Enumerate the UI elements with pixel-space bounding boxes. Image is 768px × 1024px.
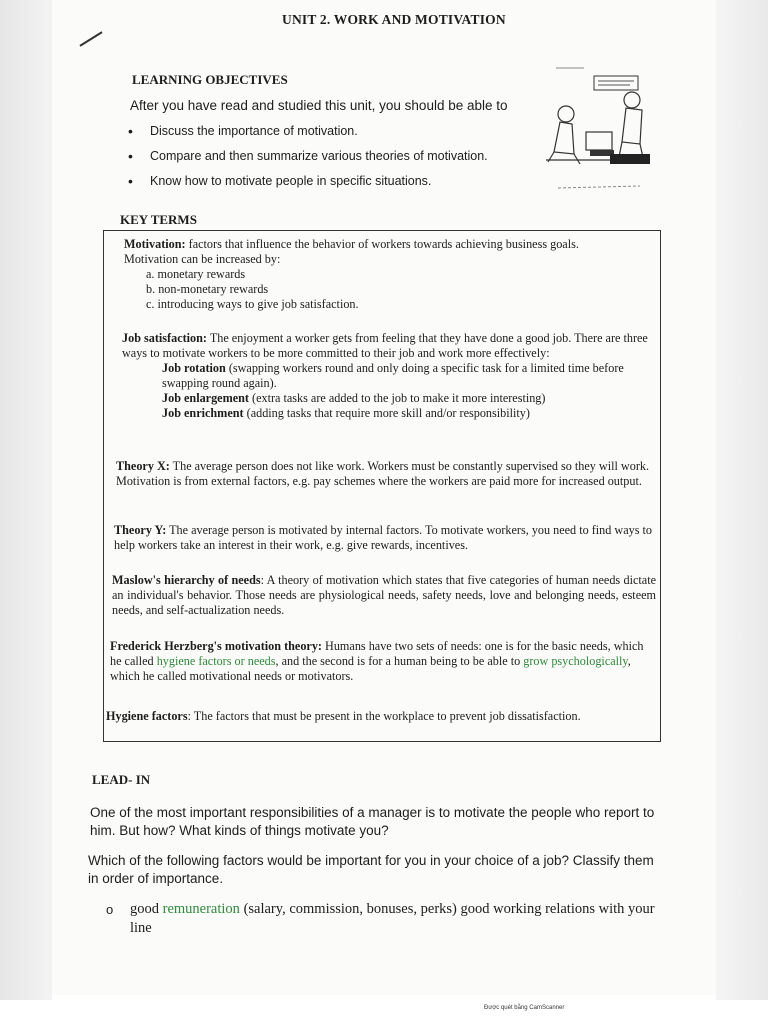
lead-in-paragraph-2: Which of the following factors would be important for you in your choice of a job? Classify them in order of importance. xyxy=(88,853,654,886)
scan-background-right xyxy=(716,0,768,1000)
term-definition: : The factors that must be present in the workplace to prevent job dissatisfaction. xyxy=(187,709,581,723)
motivation-line1 xyxy=(124,237,654,252)
term-definition: , and the second is for a human being to be able to xyxy=(275,654,524,668)
learning-objectives-intro: After you have read and studied this unit, you should be able to xyxy=(130,98,508,113)
job-satisfaction-list xyxy=(122,361,652,421)
term-herzberg xyxy=(110,639,656,684)
key-terms-box xyxy=(103,230,661,742)
term-hygiene-factors xyxy=(106,709,656,724)
factor-post: (salary, commission, bonuses, perks) good working relations with your line xyxy=(130,901,655,936)
term-definition: (extra tasks are added to the job to make it more interesting) xyxy=(249,391,546,405)
factor-list-item xyxy=(106,900,666,938)
lead-in-paragraph-1: One of the most important responsibilities of a manager is to motivate the people who report to him. But how? What kinds of things motivate you? xyxy=(90,805,655,838)
hollow-bullet-icon: o xyxy=(106,902,114,917)
term-definition: The enjoyment a worker gets from feeling that they have done a good job. There are three ways to motivate workers to be more committed to their job and work more effectively: xyxy=(122,331,648,360)
job-satisfaction-def xyxy=(122,331,654,361)
sub-list-item: c. introducing ways to give job satisfaction. xyxy=(146,297,359,311)
factor-pre: good xyxy=(130,901,163,917)
key-terms-heading: KEY TERMS xyxy=(120,212,197,227)
learning-objectives-list xyxy=(128,124,488,199)
term-label: Job satisfaction: xyxy=(122,331,207,345)
term-motivation xyxy=(124,237,654,312)
objective-item: • Discuss the importance of motivation. xyxy=(128,124,488,149)
cartoon-illustration xyxy=(540,62,656,194)
term-maslow xyxy=(112,573,656,618)
motivation-line2: Motivation can be increased by: xyxy=(124,252,281,266)
term-definition: (adding tasks that require more skill and/or responsibility) xyxy=(243,406,530,420)
term-theory-y xyxy=(114,523,656,553)
term-job-satisfaction xyxy=(122,331,654,421)
indent-list-item xyxy=(162,391,652,406)
term-label: Job enrichment xyxy=(162,406,244,420)
indent-list-item xyxy=(162,406,652,421)
term-label: Job enlargement xyxy=(162,391,249,405)
motivation-sub-list xyxy=(124,267,654,312)
lead-in-heading: LEAD- IN xyxy=(92,772,151,787)
term-label: Motivation: xyxy=(124,237,186,251)
objective-item: • Compare and then summarize various theories of motivation. xyxy=(128,149,488,174)
term-label: Theory X: xyxy=(116,459,170,473)
term-label: Maslow's hierarchy of needs xyxy=(112,573,261,587)
sub-list-item: b. non-monetary rewards xyxy=(146,282,269,296)
highlighted-text: grow psychologically xyxy=(523,654,628,668)
scan-background-left xyxy=(0,0,52,1000)
term-definition: The average person does not like work. Workers must be constantly supervised so they will work. Motivation is from external factors, e.g. pay schemes where the workers are paid more for increased output. xyxy=(116,459,650,488)
term-label: Hygiene factors xyxy=(106,709,188,723)
term-definition: Humans have two sets of needs: one is for the basic needs, which he called xyxy=(110,639,644,668)
indent-list-item xyxy=(162,361,652,391)
highlighted-text: remuneration xyxy=(162,901,240,917)
objective-item: • Know how to motivate people in specific situations. xyxy=(128,174,488,199)
sub-list-item: a. monetary rewards xyxy=(146,267,246,281)
term-label: Job rotation xyxy=(162,361,226,375)
term-definition: The average person is motivated by internal factors. To motivate workers, you need to find ways to help workers take an interest in their work, e.g. give rewards, incentives. xyxy=(114,523,652,552)
term-definition: factors that influence the behavior of workers towards achieving business goals. xyxy=(188,237,579,251)
highlighted-text: hygiene factors or needs xyxy=(156,654,276,668)
term-definition: , which he called motivational needs or motivators. xyxy=(110,654,631,683)
term-definition: : A theory of motivation which states that five categories of human needs dictate an individual's behavior. Those needs are physiological needs, safety needs, love and belonging needs, esteem needs, and self-actualization needs. xyxy=(112,573,656,617)
term-label: Theory Y: xyxy=(114,523,167,537)
term-label: Frederick Herzberg's motivation theory: xyxy=(110,639,322,653)
unit-title: UNIT 2. WORK AND MOTIVATION xyxy=(282,12,506,27)
learning-objectives-heading: LEARNING OBJECTIVES xyxy=(132,72,288,87)
scanner-watermark: Được quét bằng CamScanner xyxy=(484,1005,565,1011)
term-definition: (swapping workers round and only doing a specific task for a limited time before swapping round again). xyxy=(162,361,624,390)
factor-text xyxy=(106,900,666,938)
term-theory-x xyxy=(116,459,656,489)
